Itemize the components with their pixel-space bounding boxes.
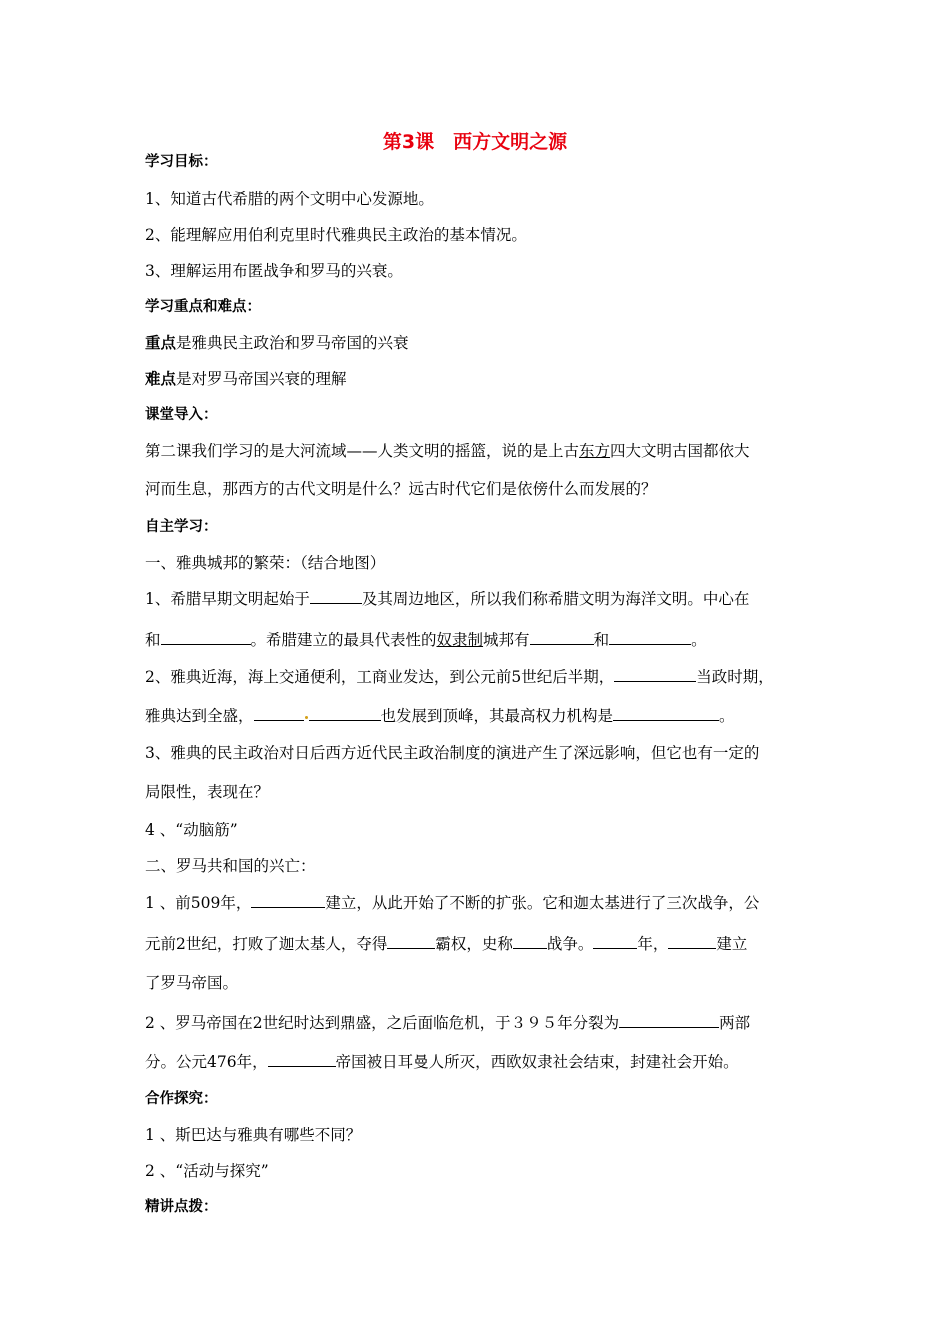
r1-line-3: 了罗马帝国。 bbox=[145, 974, 239, 992]
intro-line-1 bbox=[145, 441, 750, 461]
intro-heading: 课堂导入： bbox=[145, 407, 218, 423]
answer-blank[interactable] bbox=[614, 667, 696, 682]
answer-blank[interactable] bbox=[254, 706, 304, 721]
r1-text-b: 建立，从此开始了不断的扩张。它和迦太基进行了三次战争，公 bbox=[325, 894, 760, 912]
answer-blank[interactable] bbox=[513, 934, 547, 949]
answer-blank[interactable] bbox=[619, 1013, 719, 1028]
r1-text-f: 年， bbox=[637, 935, 669, 953]
coop-item-2: 2 、“活动与探究” bbox=[145, 1162, 269, 1180]
focus-heading: 学习重点和难点： bbox=[145, 299, 261, 315]
goal-1: 1、知道古代希腊的两个文明中心发源地。 bbox=[145, 190, 434, 208]
section-2: 二、罗马共和国的兴亡： bbox=[145, 857, 316, 875]
q3-line-1: 3、雅典的民主政治对日后西方近代民主政治制度的演进产生了深远影响，但它也有一定的 bbox=[145, 744, 760, 762]
r2-text-b: 两部 bbox=[719, 1014, 751, 1032]
r1-text-g: 建立 bbox=[716, 935, 748, 953]
q3-line-2: 局限性，表现在？ bbox=[145, 783, 270, 801]
hard-text: 是对罗马帝国兴衰的理解 bbox=[176, 370, 347, 388]
r1-line-2 bbox=[145, 934, 747, 954]
r2-text-d: 帝国被日耳曼人所灭，西欧奴隶社会结束，封建社会开始。 bbox=[335, 1053, 739, 1071]
coop-item-1: 1 、斯巴达与雅典有哪些不同？ bbox=[145, 1126, 362, 1144]
answer-blank[interactable] bbox=[161, 630, 251, 645]
q2-line-1 bbox=[145, 667, 774, 687]
section-1: 一、雅典城邦的繁荣：（结合地图） bbox=[145, 554, 386, 572]
q1-text-b: 及其周边地区，所以我们称希腊文明为海洋文明。中心在 bbox=[361, 590, 750, 608]
q1-text-a: 1、希腊早期文明起始于 bbox=[145, 590, 310, 608]
answer-blank[interactable] bbox=[593, 934, 637, 949]
answer-blank[interactable] bbox=[309, 706, 381, 721]
hard-label: 难点 bbox=[145, 370, 177, 388]
q2-text-a: 2、雅典近海，海上交通便利，工商业发达，到公元前5世纪后半期， bbox=[145, 668, 615, 686]
key-text: 是雅典民主政治和罗马帝国的兴衰 bbox=[176, 334, 409, 352]
intro-line-2: 河而生息，那西方的古代文明是什么？远古时代它们是依傍什么而发展的？ bbox=[145, 480, 657, 498]
r1-text-e: 战争。 bbox=[546, 935, 594, 953]
answer-blank[interactable] bbox=[609, 630, 691, 645]
answer-blank[interactable] bbox=[613, 706, 719, 721]
r1-text-c: 元前2世纪，打败了迦太基人，夺得 bbox=[145, 935, 388, 953]
q2-line-2 bbox=[145, 706, 735, 726]
q1-text-f: 城邦有 bbox=[483, 631, 530, 649]
page-title: 第3课 西方文明之源 bbox=[382, 131, 568, 153]
answer-blank[interactable] bbox=[310, 589, 362, 604]
q1-text-g: 和 bbox=[593, 631, 610, 649]
r2-line-2 bbox=[145, 1052, 739, 1072]
intro-underlined: 东方 bbox=[579, 442, 611, 460]
r2-text-c: 分。公元476年， bbox=[145, 1053, 268, 1071]
coop-heading: 合作探究： bbox=[145, 1091, 218, 1107]
intro-text-c: 四大文明古国都依大 bbox=[610, 442, 750, 460]
answer-blank[interactable] bbox=[530, 630, 594, 645]
q2-text-e: 。 bbox=[719, 707, 735, 725]
goals-heading: 学习目标： bbox=[145, 154, 218, 170]
r1-line-1 bbox=[145, 893, 759, 913]
q1-line-1 bbox=[145, 589, 749, 609]
answer-blank[interactable] bbox=[668, 934, 716, 949]
key-point bbox=[145, 333, 409, 353]
q1-text-c: 和 bbox=[145, 631, 161, 649]
q2-text-d: 也发展到顶峰，其最高权力机构是 bbox=[380, 707, 614, 725]
q1-text-h: 。 bbox=[691, 631, 707, 649]
r1-text-d: 霸权，史称 bbox=[435, 935, 513, 953]
q1-underlined: 奴隶制 bbox=[436, 631, 484, 649]
self-heading: 自主学习： bbox=[145, 519, 218, 535]
intro-text-a: 第二课我们学习的是大河流域——人类文明的摇篮，说的是上古 bbox=[145, 442, 580, 460]
answer-blank[interactable] bbox=[387, 934, 435, 949]
goal-3: 3、理解运用布匿战争和罗马的兴衰。 bbox=[145, 262, 403, 280]
lecture-heading: 精讲点拨： bbox=[145, 1199, 218, 1215]
goal-2: 2、能理解应用伯利克里时代雅典民主政治的基本情况。 bbox=[145, 226, 527, 244]
hard-point bbox=[145, 369, 347, 389]
key-label: 重点 bbox=[145, 334, 177, 352]
answer-blank[interactable] bbox=[251, 893, 325, 908]
q2-text-b: 当政时期， bbox=[696, 668, 774, 686]
q2-text-c: 雅典达到全盛， bbox=[145, 707, 254, 725]
answer-blank[interactable] bbox=[268, 1052, 336, 1067]
q1-line-2 bbox=[145, 630, 707, 650]
q4: 4 、“动脑筋” bbox=[145, 821, 238, 839]
r2-line-1 bbox=[145, 1013, 750, 1033]
q1-text-d: 。希腊建立的最具代表性的 bbox=[250, 631, 437, 649]
r1-text-a: 1 、前509年， bbox=[145, 894, 252, 912]
dot-mark bbox=[305, 716, 308, 719]
r2-text-a: 2 、罗马帝国在2世纪时达到鼎盛，之后面临危机，于３９５年分裂为 bbox=[145, 1014, 620, 1032]
